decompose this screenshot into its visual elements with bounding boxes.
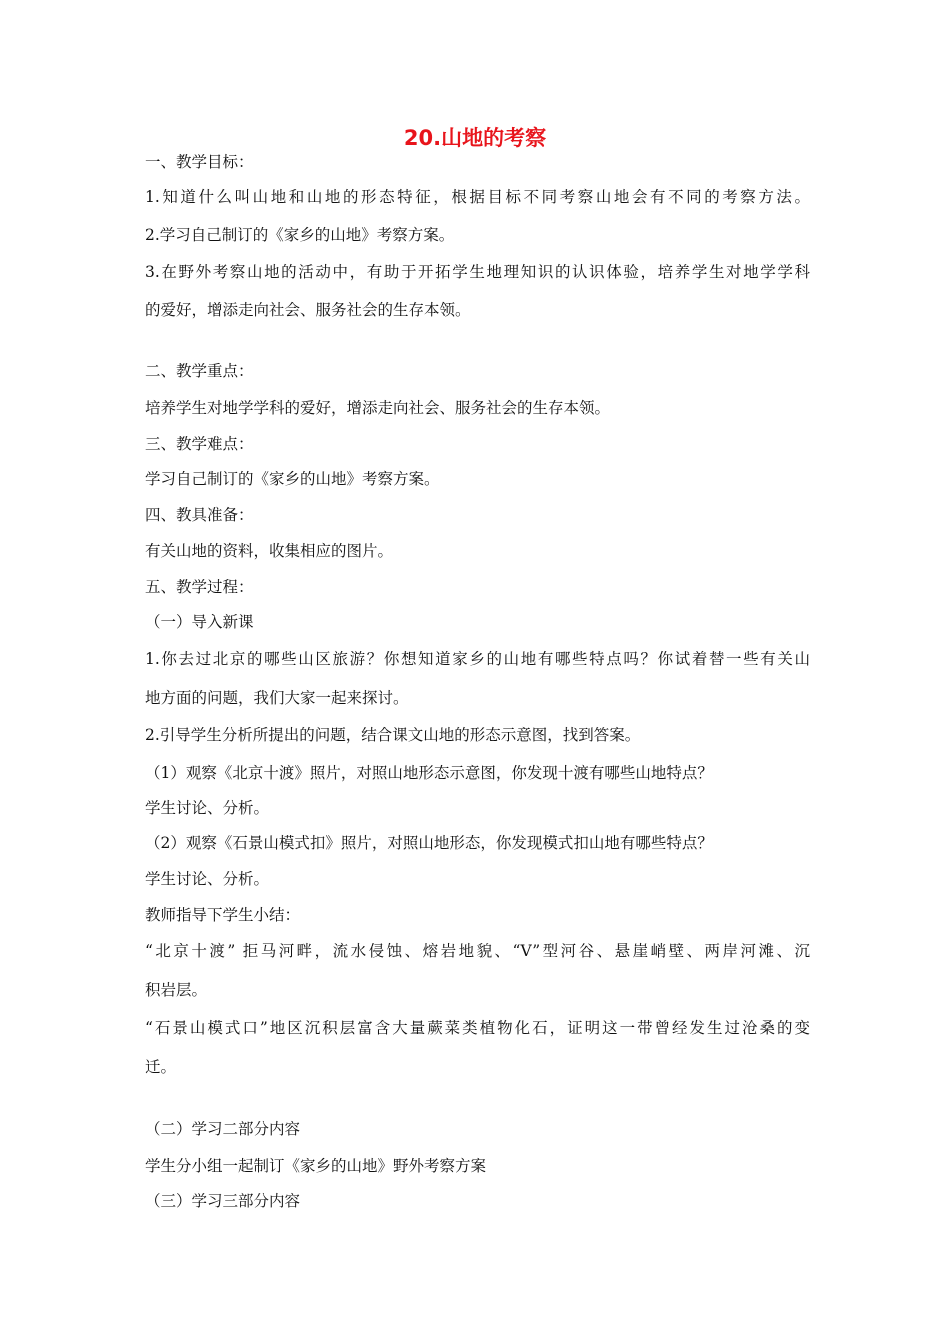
summary-moshikou-part-2: 迁。 [145,1058,177,1076]
observation-2: （2）观察《石景山模式扣》照片，对照山地形态，你发现模式扣山地有哪些特点？ [145,834,713,852]
section-heading-materials: 四、教具准备： [145,506,254,524]
summary-moshikou-part-1: “石景山模式口”地区沉积层富含大量蕨菜类植物化石，证明这一带曾经发生过沧桑的变 [145,1019,810,1037]
process-item-1-part-1: 1.你去过北京的哪些山区旅游？你想知道家乡的山地有哪些特点吗？你试着替一些有关山 [145,650,810,668]
subsection-intro: （一）导入新课 [145,613,254,631]
objective-2: 2.学习自己制订的《家乡的山地》考察方案。 [145,226,455,244]
part-two-text: 学生分小组一起制订《家乡的山地》野外考察方案 [145,1157,487,1175]
document-title: 20.山地的考察 [403,126,547,150]
section-heading-difficulties: 三、教学难点： [145,435,254,453]
summary-shidu-part-2: 积岩层。 [145,981,208,999]
objective-1: 1.知道什么叫山地和山地的形态特征，根据目标不同考察山地会有不同的考察方法。 [145,188,810,206]
summary-heading: 教师指导下学生小结： [145,906,301,924]
objective-3-part-1: 3.在野外考察山地的活动中，有助于开拓学生地理知识的认识体验，培养学生对地学学科 [145,263,810,281]
subsection-part-three: （三）学习三部分内容 [145,1192,301,1210]
objective-3-part-2: 的爱好，增添走向社会、服务社会的生存本领。 [145,301,471,319]
materials-text: 有关山地的资料，收集相应的图片。 [145,542,394,560]
subsection-part-two: （二）学习二部分内容 [145,1120,301,1138]
key-points-text: 培养学生对地学学科的爱好，增添走向社会、服务社会的生存本领。 [145,399,611,417]
difficulties-text: 学习自己制订的《家乡的山地》考察方案。 [145,470,440,488]
process-item-1-part-2: 地方面的问题，我们大家一起来探讨。 [145,689,409,707]
discussion-1: 学生讨论、分析。 [145,799,270,817]
summary-shidu-part-1: “北京十渡” 拒马河畔，流水侵蚀、熔岩地貌、“V”型河谷、悬崖峭壁、两岸河滩、沉 [145,942,810,960]
process-item-2: 2.引导学生分析所提出的问题，结合课文山地的形态示意图，找到答案。 [145,726,641,744]
discussion-2: 学生讨论、分析。 [145,870,270,888]
section-heading-key-points: 二、教学重点： [145,362,254,380]
section-heading-objectives: 一、教学目标： [145,153,254,171]
section-heading-process: 五、教学过程： [145,578,254,596]
observation-1: （1）观察《北京十渡》照片，对照山地形态示意图，你发现十渡有哪些山地特点？ [145,764,713,782]
